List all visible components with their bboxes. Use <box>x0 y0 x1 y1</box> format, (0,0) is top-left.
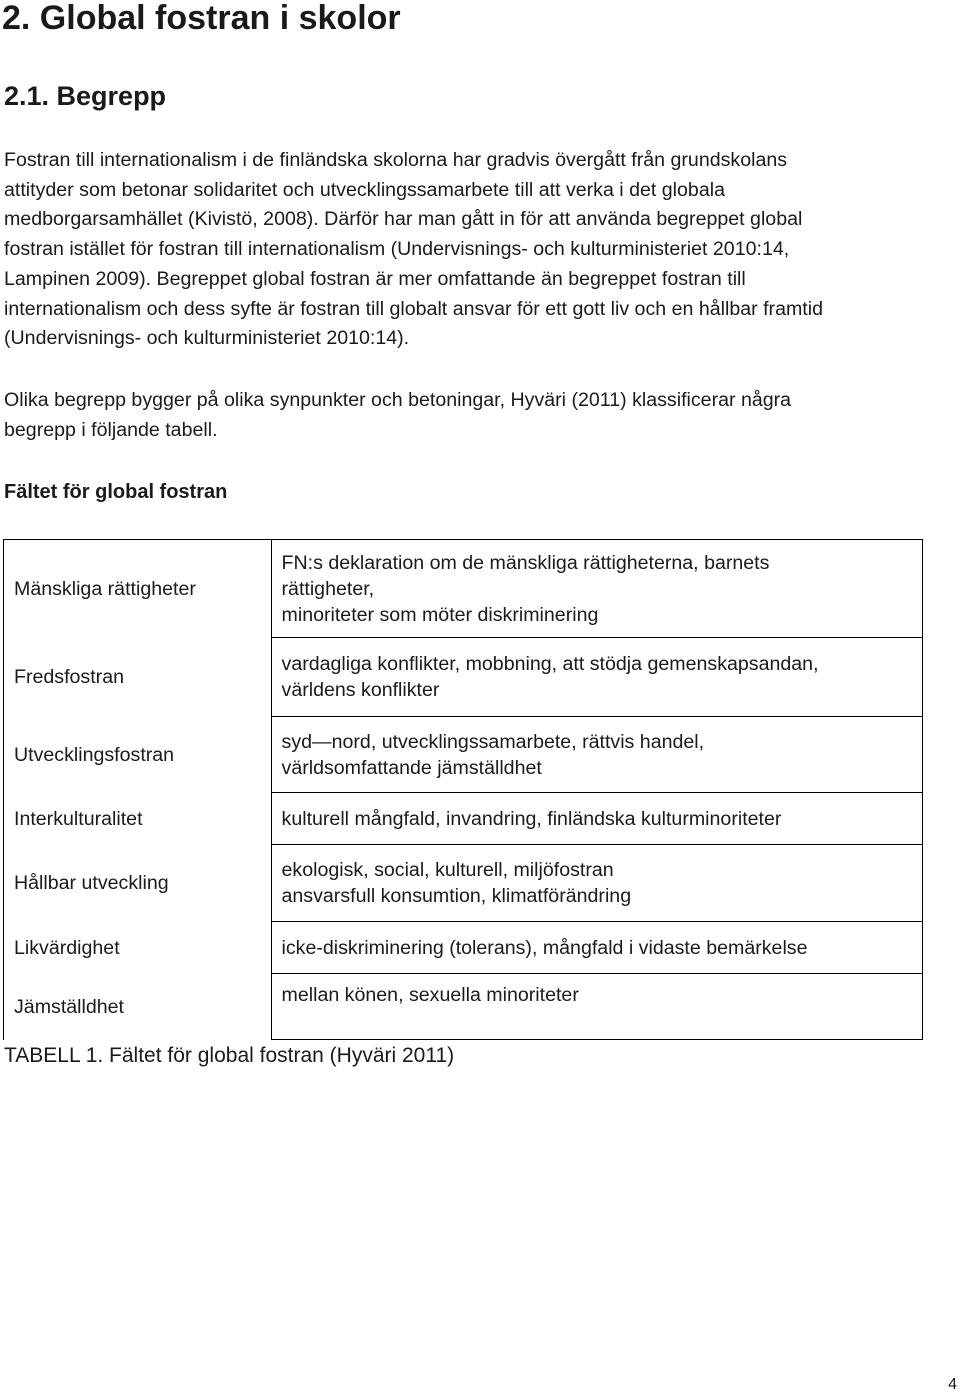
description-line: icke-diskriminering (tolerans), mångfald i vidaste bemärkelse <box>281 936 808 959</box>
table-caption: TABELL 1. Fältet för global fostran (Hyväri 2011) <box>4 1044 455 1067</box>
description-cell <box>271 845 922 922</box>
body-paragraph-2 <box>4 386 959 445</box>
table-row <box>4 793 923 845</box>
paragraph-line: Fostran till internationalism i de finländska skolorna har gradvis övergått från grundskolans <box>4 149 788 171</box>
description-line: världsomfattande jämställdhet <box>281 756 542 779</box>
description-line: ekologisk, social, kulturell, miljöfostran <box>281 859 614 881</box>
term-cell: Hållbar utveckling <box>4 845 272 922</box>
paragraph-line: Lampinen 2009). Begreppet global fostran är mer omfattande än begreppet fostran till <box>4 267 746 290</box>
term-cell: Interkulturalitet <box>4 793 272 845</box>
table-title: Fältet för global fostran <box>4 481 228 503</box>
paragraph-line: begrepp i följande tabell. <box>4 418 218 441</box>
table-row <box>4 540 923 638</box>
description-line: syd—nord, utvecklingssamarbete, rättvis handel, <box>281 730 705 753</box>
description-line: världens konflikter <box>281 679 440 701</box>
description-cell <box>271 974 922 1040</box>
term-cell: Likvärdighet <box>4 922 272 974</box>
description-line: ansvarsfull konsumtion, klimatförändring <box>281 885 632 907</box>
paragraph-line: fostran istället för fostran till internationalism (Undervisnings- och kulturministeriet 2010:14, <box>4 238 790 261</box>
table-row <box>4 638 923 717</box>
paragraph-line: Olika begrepp bygger på olika synpunkter och betoningar, Hyväri (2011) klassificerar några <box>4 389 792 411</box>
term-cell: Mänskliga rättigheter <box>4 540 272 638</box>
description-cell <box>271 638 922 717</box>
section-heading: 2.1. Begrepp <box>4 81 167 111</box>
global-education-field-table <box>3 539 923 1040</box>
description-line: FN:s deklaration om de mänskliga rättigheterna, barnets <box>281 551 770 574</box>
description-line: rättigheter, <box>281 577 375 600</box>
page-heading: 2. Global fostran i skolor <box>2 0 401 37</box>
term-cell: Utvecklingsfostran <box>4 717 272 793</box>
body-paragraph-1 <box>4 146 959 354</box>
page-number: 4 <box>948 1376 957 1393</box>
description-cell <box>271 922 922 974</box>
paragraph-line: attityder som betonar solidaritet och utvecklingssamarbete till att verka i det globala <box>4 178 725 201</box>
table-row <box>4 974 923 1040</box>
description-line: minoriteter som möter diskriminering <box>281 603 599 626</box>
table-row <box>4 922 923 974</box>
description-cell <box>271 717 922 793</box>
description-line: vardagliga konflikter, mobbning, att stödja gemenskapsandan, <box>281 653 819 675</box>
description-cell <box>271 793 922 845</box>
paragraph-line: medborgarsamhället (Kivistö, 2008). Därför har man gått in för att använda begreppet global <box>4 208 803 231</box>
description-cell <box>271 540 922 638</box>
table-row <box>4 845 923 922</box>
description-line: mellan könen, sexuella minoriteter <box>281 984 579 1006</box>
table-row <box>4 717 923 793</box>
description-line: kulturell mångfald, invandring, finländska kulturminoriteter <box>281 807 782 830</box>
paragraph-line: internationalism och dess syfte är fostran till globalt ansvar för ett gott liv och en hållbar framtid <box>4 297 823 320</box>
term-cell: Jämställdhet <box>4 974 272 1040</box>
term-cell: Fredsfostran <box>4 638 272 717</box>
paragraph-line: (Undervisnings- och kulturministeriet 2010:14). <box>4 327 410 350</box>
